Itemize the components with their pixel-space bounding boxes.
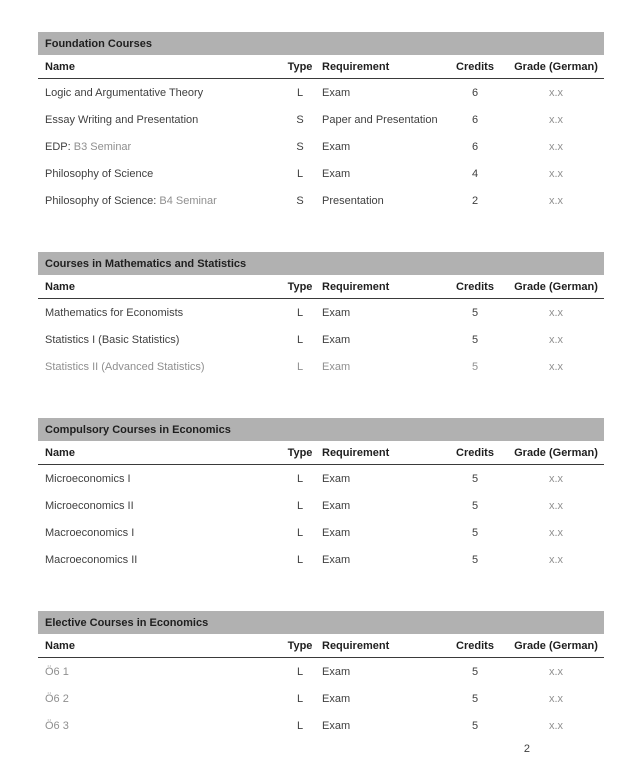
course-grade: x.x [548,499,564,512]
course-requirement: Exam [322,472,351,485]
course-row [38,160,604,187]
course-credits: 6 [471,86,479,99]
course-row [38,133,604,160]
course-grade: x.x [548,692,564,705]
column-header-type: Type [287,639,313,652]
course-name: Ö6 2 [45,692,69,705]
column-header-credits: Credits [456,60,494,73]
course-row [38,492,604,519]
course-requirement: Exam [322,719,351,732]
section-header-bar [38,418,604,441]
course-table [38,275,604,380]
course-requirement: Paper and Presentation [322,113,438,126]
course-grade: x.x [548,306,564,319]
column-header-credits: Credits [456,639,494,652]
course-type: S [296,194,304,207]
table-body [38,79,604,214]
course-row [38,685,604,712]
section-title: Elective Courses in Economics [45,616,209,629]
column-header-requirement: Requirement [322,446,390,459]
course-grade: x.x [548,472,564,485]
course-name: Ö6 1 [45,665,69,678]
column-header-grade: Grade (German) [514,446,598,459]
column-header-name: Name [45,446,75,459]
table-body [38,465,604,573]
course-requirement: Exam [322,360,351,373]
course-requirement: Exam [322,665,351,678]
course-row [38,106,604,133]
course-credits: 5 [471,360,479,373]
column-header-grade: Grade (German) [514,60,598,73]
course-grade: x.x [548,360,564,373]
course-row [38,465,604,492]
column-header-type: Type [287,60,313,73]
table-header-row [38,275,604,299]
course-requirement: Exam [322,692,351,705]
course-type: S [296,140,304,153]
course-grade: x.x [548,553,564,566]
course-row [38,79,604,106]
course-row [38,326,604,353]
course-credits: 5 [471,719,479,732]
column-header-credits: Credits [456,446,494,459]
section-header-bar [38,252,604,275]
course-credits: 5 [471,526,479,539]
course-grade: x.x [548,194,564,207]
column-header-requirement: Requirement [322,60,390,73]
page-number: 2 [523,743,530,755]
course-name: EDP: B3 Seminar [45,140,132,153]
course-grade: x.x [548,86,564,99]
course-type: L [296,526,304,539]
course-row [38,519,604,546]
course-requirement: Presentation [322,194,384,207]
course-type: L [296,665,304,678]
course-row [38,187,604,214]
course-name: Statistics I (Basic Statistics) [45,333,180,346]
course-section-1 [38,32,604,214]
course-type: L [296,499,304,512]
course-type: L [296,692,304,705]
course-requirement: Exam [322,86,351,99]
course-grade: x.x [548,665,564,678]
column-header-requirement: Requirement [322,639,390,652]
table-header-row [38,634,604,658]
table-body [38,299,604,380]
course-requirement: Exam [322,526,351,539]
course-table [38,55,604,214]
course-row [38,353,604,380]
course-credits: 5 [471,472,479,485]
course-section-4 [38,611,604,739]
course-credits: 5 [471,553,479,566]
course-credits: 2 [471,194,479,207]
course-type: L [296,167,304,180]
course-grade: x.x [548,140,564,153]
course-requirement: Exam [322,553,351,566]
course-section-2 [38,252,604,380]
course-requirement: Exam [322,333,351,346]
course-name-suffix: B3 Seminar [70,140,132,153]
course-name: Macroeconomics II [45,553,138,566]
course-credits: 5 [471,665,479,678]
course-type: S [296,113,304,126]
course-row [38,658,604,685]
column-header-type: Type [287,280,313,293]
course-tables [38,32,604,772]
course-credits: 6 [471,113,479,126]
course-table [38,634,604,739]
course-type: L [296,472,304,485]
course-type: L [296,86,304,99]
course-grade: x.x [548,167,564,180]
section-title: Compulsory Courses in Economics [45,423,231,436]
course-grade: x.x [548,333,564,346]
section-header-bar [38,32,604,55]
course-requirement: Exam [322,140,351,153]
course-type: L [296,553,304,566]
section-title: Foundation Courses [45,37,152,50]
course-requirement: Exam [322,167,351,180]
column-header-credits: Credits [456,280,494,293]
table-header-row [38,55,604,79]
column-header-name: Name [45,639,75,652]
course-name: Philosophy of Science: B4 Seminar [45,194,217,207]
course-name: Microeconomics II [45,499,134,512]
course-table [38,441,604,573]
course-credits: 5 [471,333,479,346]
column-header-name: Name [45,60,75,73]
table-body [38,658,604,739]
course-requirement: Exam [322,499,351,512]
course-credits: 5 [471,499,479,512]
course-credits: 5 [471,306,479,319]
course-row [38,712,604,739]
course-credits: 6 [471,140,479,153]
table-header-row [38,441,604,465]
course-grade: x.x [548,526,564,539]
course-type: L [296,719,304,732]
course-row [38,546,604,573]
column-header-type: Type [287,446,313,459]
course-name: Essay Writing and Presentation [45,113,199,126]
course-credits: 4 [471,167,479,180]
course-row [38,299,604,326]
section-title: Courses in Mathematics and Statistics [45,257,247,270]
column-header-grade: Grade (German) [514,280,598,293]
course-name: Statistics II (Advanced Statistics) [45,360,205,373]
course-grade: x.x [548,719,564,732]
course-type: L [296,306,304,319]
column-header-requirement: Requirement [322,280,390,293]
course-name: Ö6 3 [45,719,69,732]
course-name: Microeconomics I [45,472,131,485]
course-grade: x.x [548,113,564,126]
course-name-suffix: B4 Seminar [156,194,217,207]
course-type: L [296,360,304,373]
column-header-grade: Grade (German) [514,639,598,652]
course-name: Macroeconomics I [45,526,135,539]
course-requirement: Exam [322,306,351,319]
course-type: L [296,333,304,346]
course-name: Logic and Argumentative Theory [45,86,204,99]
course-section-3 [38,418,604,573]
column-header-name: Name [45,280,75,293]
course-credits: 5 [471,692,479,705]
section-header-bar [38,611,604,634]
course-name: Mathematics for Economists [45,306,184,319]
course-name: Philosophy of Science [45,167,154,180]
